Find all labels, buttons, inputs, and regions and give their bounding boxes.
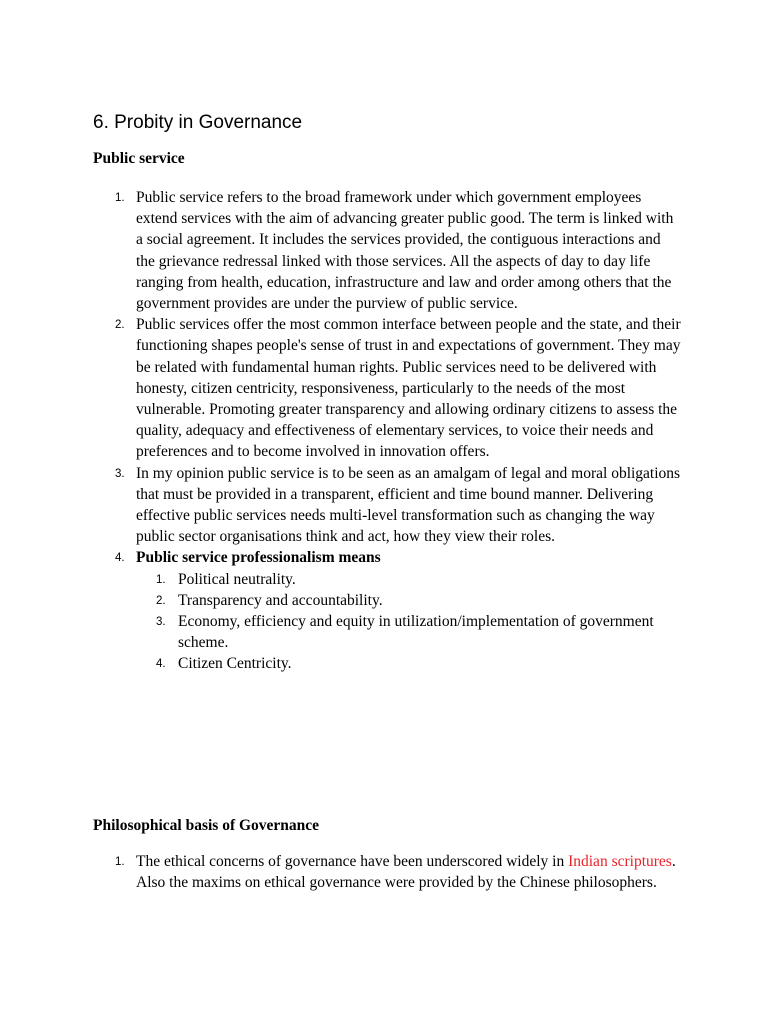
list-item-text: Public service professionalism means [136, 549, 381, 567]
sub-list-item [136, 611, 683, 653]
sub-list-item [136, 590, 683, 611]
list-item-text: Public service refers to the broad framework under which government employees extend services with the aim of advancing greater public good. The term is linked with a social agreement. It includes the services provided, the contiguous interactions and the grievance redressal linked with those services. All the aspects of day to day life ranging from health, education, infrastructure and law and order among others that the government provides are under the purview of public service. [136, 189, 674, 313]
list-item [93, 851, 683, 893]
list-item-number: 4. [115, 552, 125, 565]
list-item-number: 1. [115, 856, 125, 868]
sub-list-item [136, 569, 683, 590]
sub-list-item-text: Citizen Centricity. [178, 655, 292, 673]
list-item-text: Public services offer the most common interface between people and the state, and their functioning shapes people's sense of trust in and expectations of government. They may be related with fundamental human rights. Public services need to be delivered with honesty, citizen centricity, responsiveness, particularly to the needs of the most vulnerable. Promoting greater transparency and allowing ordinary citizens to assess the quality, adequacy and effectiveness of elementary services, to voice their needs and preferences and to become involved in innovation offers. [136, 316, 681, 461]
sub-list-item-text: Economy, efficiency and equity in utilization/implementation of government scheme. [178, 613, 654, 652]
sub-list-item-text: Transparency and accountability. [178, 591, 383, 609]
public-service-list [93, 187, 683, 675]
sub-list-item-number: 2. [156, 594, 166, 607]
section-heading-philosophical-basis: Philosophical basis of Governance [93, 817, 320, 834]
section-heading-public-service: Public service [93, 150, 185, 167]
sub-list-item-text: Political neutrality. [178, 570, 296, 588]
professionalism-sub-list [136, 569, 683, 675]
indian-scriptures-link[interactable]: Indian scriptures [568, 853, 672, 870]
list-item-number: 2. [115, 319, 125, 332]
sub-list-item-number: 3. [156, 616, 166, 629]
list-item-text-before: The ethical concerns of governance have been underscored widely in [136, 853, 565, 870]
list-item-number: 3. [115, 467, 125, 480]
sub-list-item-number: 4. [156, 658, 166, 671]
sub-list-item [136, 653, 683, 674]
list-item [93, 463, 683, 548]
philosophical-basis-list [93, 851, 683, 893]
list-item [93, 547, 683, 674]
list-item [93, 314, 683, 462]
list-item-number: 1. [115, 192, 125, 204]
list-item [93, 187, 683, 314]
chapter-title: 6. Probity in Governance [93, 112, 303, 133]
sub-list-item-number: 1. [156, 573, 166, 586]
list-item-text-after: . Also the maxims on ethical governance were provided by the Chinese philosophers. [136, 853, 676, 892]
list-item-text: In my opinion public service is to be seen as an amalgam of legal and moral obligations that must be provided in a transparent, efficient and time bound manner. Delivering effective public services needs multi-level transformation such as changing the way public sector organisations think and act, how they view their roles. [136, 464, 681, 546]
